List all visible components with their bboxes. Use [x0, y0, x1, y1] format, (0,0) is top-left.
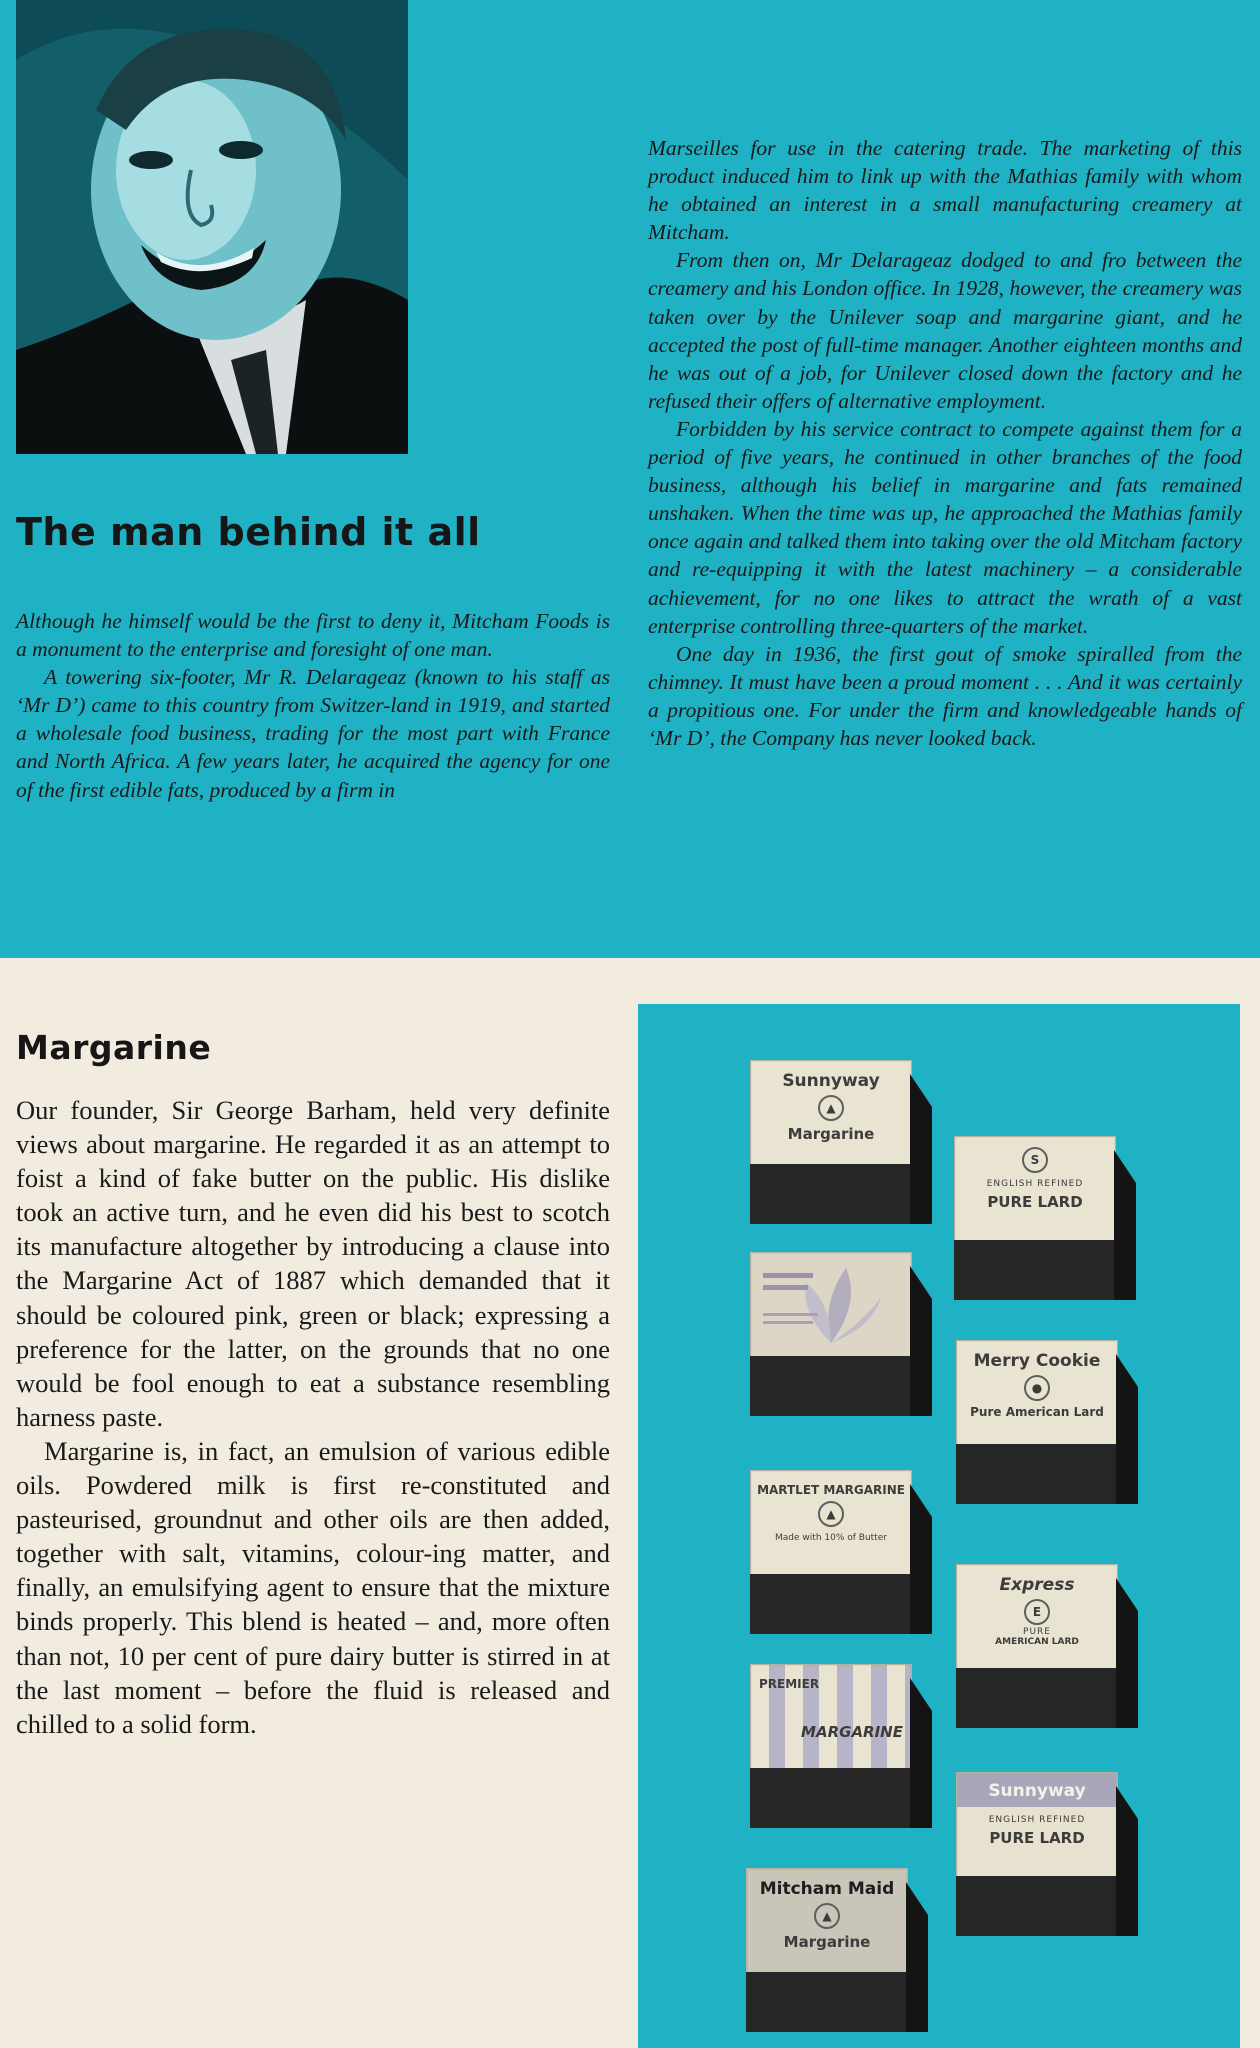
product-packs-photo	[638, 1004, 1240, 2048]
pack-small-text: Made with 10% of Butter	[775, 1533, 887, 1543]
pack-small-text: ENGLISH REFINED	[988, 1815, 1086, 1825]
margarine-title: Margarine	[16, 1028, 212, 1067]
crest-icon: ●	[1024, 1375, 1050, 1401]
pack-brand: PREMIER	[759, 1677, 820, 1691]
pack-product: Pure American Lard	[970, 1405, 1104, 1419]
pack-brand: Merry Cookie	[973, 1351, 1101, 1371]
portrait-photo	[16, 0, 408, 454]
pack-product: AMERICAN LARD	[995, 1637, 1079, 1647]
paragraph: Marseilles for use in the catering trade. The marketing of this product induced him to link up with the Mathias family with whom he obtained an interest in a small manufacturing creamery at Mitcham.	[648, 136, 1242, 245]
crest-icon: E	[1024, 1599, 1050, 1625]
leaf-icon	[751, 1253, 911, 1357]
article-title: The man behind it all	[16, 510, 481, 554]
paragraph: A towering six-footer, Mr R. Delarageaz (known to his staff as ‘Mr D’) came to this country from Switzer-land in 1919, and started a wholesale food business, trading for the most part with France and North Africa. A few years later, he acquired the agency for one of the first edible fats, produced by a firm in	[16, 665, 610, 802]
paragraph: Margarine is, in fact, an emulsion of various edible oils. Powdered milk is first re-constituted and pasteurised, groundnut and other oils are then added, together with salt, vitamins, colour-ing matter, and finally, an emulsifying agent to ensure that the mixture binds properly. This blend is heated – and, more often than not, 10 per cent of pure dairy butter is stirred in at the last moment – before the fluid is released and chilled to a solid form.	[16, 1435, 610, 1739]
article-top-section	[0, 0, 1260, 958]
pack-product: Margarine	[787, 1125, 875, 1143]
pack-product: PURE LARD	[987, 1193, 1083, 1211]
pack-brand: Sunnyway	[782, 1071, 880, 1091]
crest-icon: ▲	[818, 1095, 844, 1121]
paragraph: Although he himself would be the first to deny it, Mitcham Foods is a monument to the enterprise and foresight of one man.	[16, 609, 610, 662]
pack-product: MARGARINE	[801, 1723, 903, 1741]
pack-brand: Express	[999, 1575, 1075, 1595]
pack-brand: MARTLET MARGARINE	[757, 1483, 905, 1497]
paragraph: One day in 1936, the first gout of smoke spiralled from the chimney. It must have been a proud moment . . . And it was certainly a propitious one. For under the firm and knowledgeable hands of ‘Mr D’, the Company has never looked back.	[648, 641, 1242, 750]
paragraph: Forbidden by his service contract to compete against them for a period of five years, he continued in other branches of the food business, although his belief in margarine and fats remained unshaken. When the time was up, he approached the Mathias family once again and talked them into taking over the old Mitcham factory and re-equipping it with the latest machinery – a considerable achievement, for no one likes to attract the wrath of a vast enterprise controlling three-quarters of the market.	[648, 416, 1242, 638]
paragraph: Our founder, Sir George Barham, held very definite views about margarine. He regarded it as an attempt to foist a kind of fake butter on the public. His dislike took an active turn, and he even did his best to scotch its manufacture altogether by introducing a clause into the Margarine Act of 1887 which demanded that it should be coloured pink, green or black; expressing a preference for the latter, on the grounds that no one would be fool enough to eat a substance resembling harness paste.	[16, 1095, 610, 1432]
paragraph: From then on, Mr Delarageaz dodged to and fro between the creamery and his London office. In 1928, however, the creamery was taken over by the Unilever soap and margarine giant, and he accepted the post of full-time manager. Another eighteen months and he was out of a job, for Unilever closed down the factory and he refused their offers of alternative employment.	[648, 248, 1242, 413]
pack-brand: Mitcham Maid	[759, 1879, 895, 1899]
pack-brand: Sunnyway	[957, 1773, 1117, 1807]
crest-icon: ▲	[818, 1501, 844, 1527]
article-column-right	[648, 134, 1242, 752]
crest-icon: S	[1022, 1147, 1048, 1173]
article-column-left	[16, 607, 610, 804]
margarine-text	[16, 1093, 610, 1741]
pack-small-text: PURE	[1023, 1627, 1051, 1637]
pack-product: Margarine	[783, 1933, 871, 1951]
pack-product: PURE LARD	[989, 1829, 1085, 1847]
crest-icon: ▲	[814, 1903, 840, 1929]
portrait-illustration	[16, 0, 408, 454]
pack-small-text: ENGLISH REFINED	[986, 1179, 1084, 1189]
